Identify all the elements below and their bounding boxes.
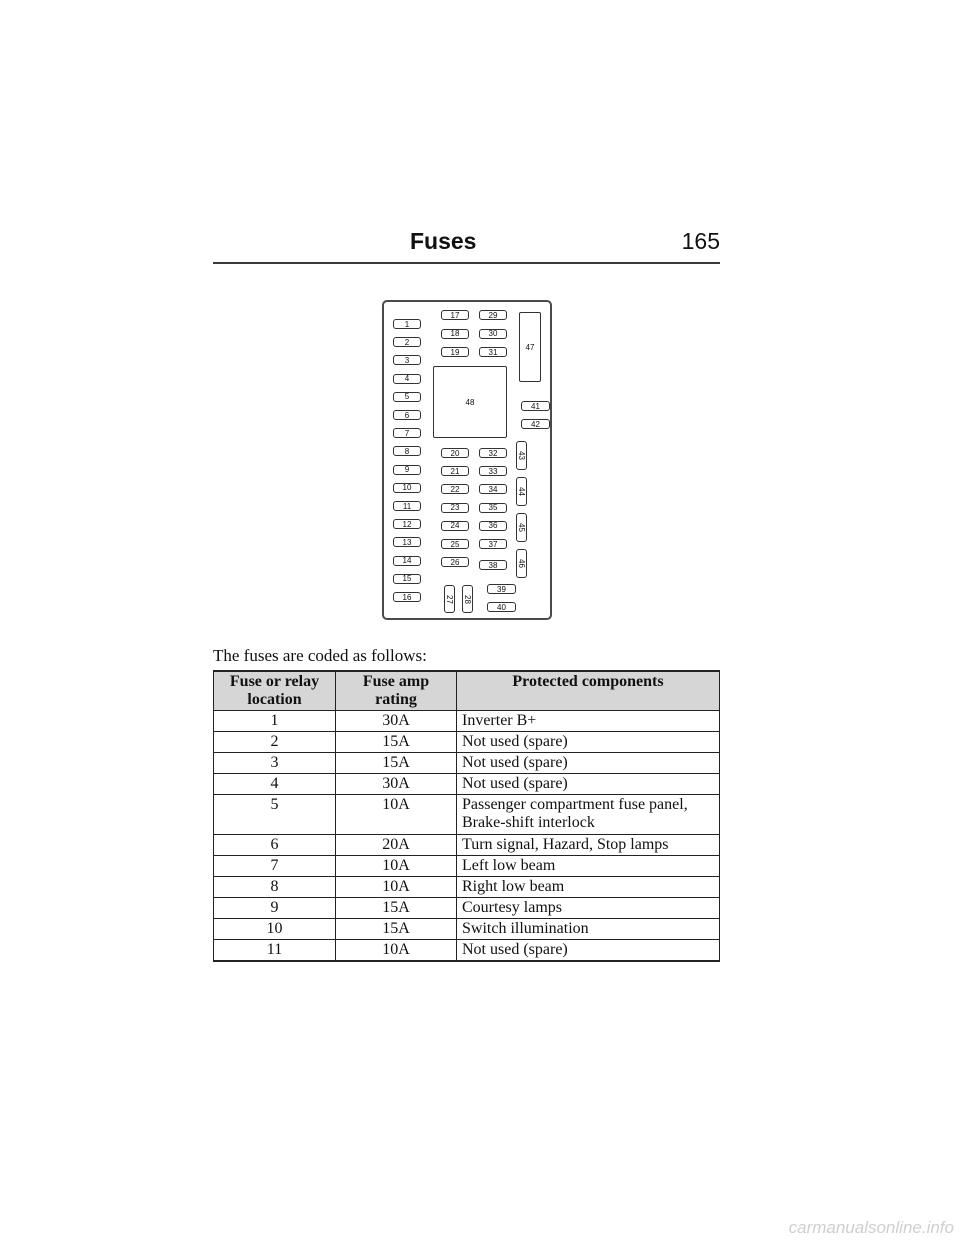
- page-number: 165: [681, 228, 720, 254]
- fuse-5: [393, 392, 421, 402]
- fuse-19: [441, 347, 469, 357]
- header-components: Protected components: [457, 671, 720, 711]
- fuse-label: 39: [497, 584, 506, 594]
- cell-components: Not used (spare): [457, 732, 720, 753]
- fuse-label: 33: [488, 466, 498, 476]
- fuse-label: 43: [517, 451, 526, 460]
- cell-components: Switch illumination: [457, 919, 720, 940]
- cell-location: 5: [214, 795, 336, 835]
- fuse-27: [444, 585, 455, 613]
- fuse-47: [519, 312, 541, 382]
- cell-location: 9: [214, 898, 336, 919]
- cell-components: Inverter B+: [457, 711, 720, 732]
- cell-amp: 20A: [336, 835, 457, 856]
- fuse-label: 13: [402, 537, 412, 547]
- header-location: Fuse or relay location: [214, 671, 336, 711]
- cell-location: 11: [214, 940, 336, 962]
- table-row: [214, 940, 720, 962]
- fuse-32: [479, 448, 507, 458]
- fuse-label: 35: [488, 503, 498, 513]
- fuse-label: 41: [531, 401, 540, 411]
- fuse-label: 6: [404, 410, 410, 420]
- fuse-panel-diagram: [382, 300, 552, 620]
- fuse-9: [393, 465, 421, 475]
- table-row: [214, 753, 720, 774]
- fuse-44: [516, 477, 527, 506]
- fuse-label: 48: [465, 397, 475, 407]
- cell-components: Not used (spare): [457, 753, 720, 774]
- fuse-4: [393, 374, 421, 384]
- fuse-label: 26: [450, 557, 460, 567]
- fuse-45: [516, 513, 527, 542]
- fuse-label: 10: [402, 483, 412, 493]
- fuse-38: [479, 560, 507, 570]
- fuse-label: 7: [404, 428, 410, 438]
- fuse-41: [521, 401, 550, 411]
- cell-amp: 15A: [336, 898, 457, 919]
- cell-location: 7: [214, 856, 336, 877]
- cell-location: 4: [214, 774, 336, 795]
- fuse-13: [393, 537, 421, 547]
- header-amp: Fuse amp rating: [336, 671, 457, 711]
- fuse-40: [487, 602, 516, 612]
- section-title: Fuses: [410, 228, 477, 254]
- fuse-7: [393, 428, 421, 438]
- fuse-label: 31: [488, 347, 498, 357]
- fuse-label: 25: [450, 539, 460, 549]
- fuse-label: 40: [497, 602, 506, 612]
- fuse-23: [441, 503, 469, 513]
- cell-location: 2: [214, 732, 336, 753]
- cell-location: 6: [214, 835, 336, 856]
- table-row: [214, 732, 720, 753]
- fuse-label: 37: [488, 539, 498, 549]
- cell-amp: 10A: [336, 940, 457, 962]
- fuse-11: [393, 501, 421, 511]
- fuse-20: [441, 448, 469, 458]
- fuse-label: 16: [402, 592, 412, 602]
- fuse-31: [479, 347, 507, 357]
- fuse-43: [516, 441, 527, 470]
- watermark: carmanualsonline.info: [788, 1218, 954, 1237]
- fuse-label: 12: [402, 519, 412, 529]
- cell-components: Turn signal, Hazard, Stop lamps: [457, 835, 720, 856]
- fuse-label: 17: [450, 310, 460, 320]
- cell-amp: 15A: [336, 919, 457, 940]
- fuse-6: [393, 410, 421, 420]
- fuse-48: [433, 366, 507, 438]
- fuse-22: [441, 484, 469, 494]
- fuse-label: 22: [450, 484, 460, 494]
- fuse-25: [441, 539, 469, 549]
- table-row: [214, 856, 720, 877]
- fuse-label: 20: [450, 448, 460, 458]
- page-header: [213, 226, 720, 264]
- fuse-17: [441, 310, 469, 320]
- fuse-33: [479, 466, 507, 476]
- fuse-46: [516, 549, 527, 578]
- fuse-label: 42: [531, 419, 540, 429]
- cell-amp: 10A: [336, 877, 457, 898]
- fuse-label: 14: [402, 556, 412, 566]
- fuse-label: 27: [445, 594, 454, 604]
- fuse-label: 21: [450, 466, 460, 476]
- fuse-label: 29: [488, 310, 498, 320]
- fuse-label: 11: [402, 501, 412, 511]
- fuse-30: [479, 329, 507, 339]
- fuse-label: 45: [517, 523, 526, 532]
- table-row: [214, 795, 720, 835]
- fuse-label: 24: [450, 521, 460, 531]
- cell-amp: 30A: [336, 711, 457, 732]
- fuse-label: 19: [450, 347, 460, 357]
- fuse-14: [393, 556, 421, 566]
- cell-location: 1: [214, 711, 336, 732]
- cell-amp: 30A: [336, 774, 457, 795]
- fuse-16: [393, 592, 421, 602]
- cell-components: Left low beam: [457, 856, 720, 877]
- fuse-label: 8: [404, 446, 410, 456]
- table-row: [214, 835, 720, 856]
- cell-components: Right low beam: [457, 877, 720, 898]
- fuse-35: [479, 503, 507, 513]
- fuse-label: 5: [404, 392, 410, 402]
- fuse-label: 3: [404, 355, 410, 365]
- fuse-label: 46: [517, 559, 526, 568]
- cell-amp: 10A: [336, 795, 457, 835]
- table-row: [214, 919, 720, 940]
- intro-text: The fuses are coded as follows:: [213, 646, 427, 665]
- cell-components: Not used (spare): [457, 774, 720, 795]
- cell-location: 3: [214, 753, 336, 774]
- table-header-row: [214, 671, 720, 711]
- cell-location: 8: [214, 877, 336, 898]
- cell-amp: 15A: [336, 732, 457, 753]
- fuse-label: 2: [404, 337, 410, 347]
- fuse-label: 38: [488, 560, 498, 570]
- fuse-label: 1: [404, 319, 410, 329]
- fuse-label: 32: [488, 448, 498, 458]
- cell-components: Not used (spare): [457, 940, 720, 962]
- fuse-28: [462, 585, 473, 613]
- table-row: [214, 898, 720, 919]
- fuse-label: 36: [488, 521, 498, 531]
- fuse-18: [441, 329, 469, 339]
- fuse-label: 30: [488, 329, 498, 338]
- fuse-label: 18: [450, 329, 460, 338]
- table-row: [214, 877, 720, 898]
- fuse-1: [393, 319, 421, 329]
- cell-amp: 15A: [336, 753, 457, 774]
- fuse-label: 23: [450, 503, 460, 513]
- fuse-3: [393, 355, 421, 365]
- fuse-label: 4: [404, 374, 410, 384]
- fuse-label: 9: [404, 465, 410, 475]
- fuse-label: 15: [402, 574, 412, 584]
- fuse-39: [487, 584, 516, 594]
- fuse-37: [479, 539, 507, 549]
- fuse-label: 34: [488, 484, 498, 494]
- fuse-label: 47: [525, 342, 535, 352]
- fuse-10: [393, 483, 421, 493]
- fuse-15: [393, 574, 421, 584]
- cell-components: Passenger compartment fuse panel, Brake-shift interlock: [457, 795, 720, 835]
- fuse-2: [393, 337, 421, 347]
- fuse-26: [441, 557, 469, 567]
- fuse-36: [479, 521, 507, 531]
- cell-amp: 10A: [336, 856, 457, 877]
- fuse-24: [441, 521, 469, 531]
- table-row: [214, 711, 720, 732]
- cell-location: 10: [214, 919, 336, 940]
- fuse-8: [393, 446, 421, 456]
- fuse-label: 44: [517, 487, 526, 496]
- cell-components: Courtesy lamps: [457, 898, 720, 919]
- fuse-21: [441, 466, 469, 476]
- fuse-42: [521, 419, 550, 429]
- fuse-table: [213, 670, 720, 962]
- fuse-29: [479, 310, 507, 320]
- fuse-34: [479, 484, 507, 494]
- table-row: [214, 774, 720, 795]
- fuse-12: [393, 519, 421, 529]
- fuse-label: 28: [463, 594, 472, 604]
